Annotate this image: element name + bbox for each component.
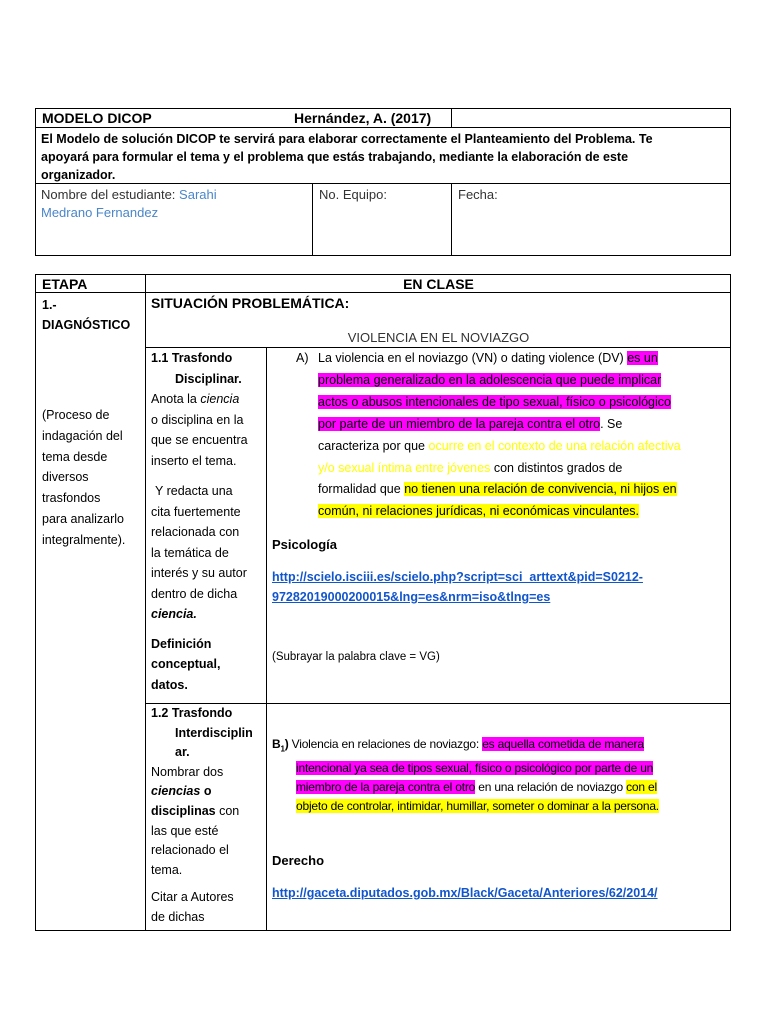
situacion-value: VIOLENCIA EN EL NOVIAZGO <box>347 330 530 345</box>
student-name-2: Medrano Fernandez <box>41 205 159 220</box>
stage-number: 1.- <box>42 298 57 312</box>
stage-description: (Proceso de indagación del tema desde diversos trasfondos para analizarlo integralmente). <box>42 408 126 547</box>
divider <box>451 183 452 256</box>
note-keyword: (Subrayar la palabra clave = VG) <box>272 651 440 663</box>
section-1-2-instructions: 1.2 Trasfondo Interdisciplin ar. Nombrar dos ciencias o disciplinas con las que esté relacionado el tema. Citar a Autores de dichas <box>151 706 253 924</box>
link-gaceta[interactable]: http://gaceta.diputados.gob.mx/Black/Gaceta/Anteriores/62/2014/ <box>272 886 658 900</box>
col-etapa: ETAPA <box>42 276 88 292</box>
discipline-psicologia: Psicología <box>272 537 338 552</box>
divider <box>312 183 313 256</box>
divider <box>266 347 267 931</box>
divider <box>451 108 452 128</box>
stage-name: DIAGNÓSTICO <box>42 318 131 332</box>
date-label: Fecha: <box>458 187 498 202</box>
student-field <box>41 186 217 222</box>
team-label: No. Equipo: <box>319 187 387 202</box>
divider <box>145 274 146 931</box>
discipline-derecho: Derecho <box>272 853 325 868</box>
item-b: $B_1$) Violencia en relaciones de noviazgo: es aquella cometida de manera intencional ya sea de tipos sexual, físico o psicológico por parte de un miembro de la pareja contra el otro en una relación de noviazgo con el objeto de controlar, intimidar, humillar, someter o dominar a la persona. <box>272 737 659 813</box>
col-en-clase: EN CLASE <box>403 276 474 292</box>
link-scielo[interactable]: http://scielo.isciii.es/scielo.php?script=sci_arttext&pid=S0212- 97282019000200015&lng=es&nrm=iso&tlng=es <box>272 570 643 604</box>
divider <box>35 127 731 128</box>
section-1-1-instructions: 1.1 Trasfondo Disciplinar. Anota la ciencia o disciplina en la que se encuentra inserto el tema. Y redacta una cita fuertemente relacionada con la temática de interés y su autor dentro de dicha ciencia. Definición conceptual, datos. <box>151 351 248 692</box>
model-title: MODELO DICOP <box>42 110 152 126</box>
student-label: Nombre del estudiante: <box>41 187 176 202</box>
item-a: A) La violencia en el noviazgo (VN) o dating violence (DV) es un problema generalizado en la adolescencia que puede implicar actos o abusos intencionales de tipo sexual, físico o psicológico por parte de un miembro de la pareja contra el otro. Se caracteriza por que ocurre en el contexto de una relación afectiva y/o sexual íntima entre jóvenes con distintos grados de formalidad que no tienen una relación de convivencia, ni hijos en común, ni relaciones jurídicas, ni económicas vinculantes. <box>296 351 681 519</box>
model-author: Hernández, A. (2017) <box>294 110 432 126</box>
student-name: Sarahi <box>179 187 217 202</box>
model-description: El Modelo de solución DICOP te servirá para elaborar correctamente el Planteamiento del Problema. Te apoyará para formular el tema y el problema que estás trabajando, mediante la elaboración de este organizador. <box>41 132 653 182</box>
situacion-label: SITUACIÓN PROBLEMÁTICA: <box>151 295 350 311</box>
